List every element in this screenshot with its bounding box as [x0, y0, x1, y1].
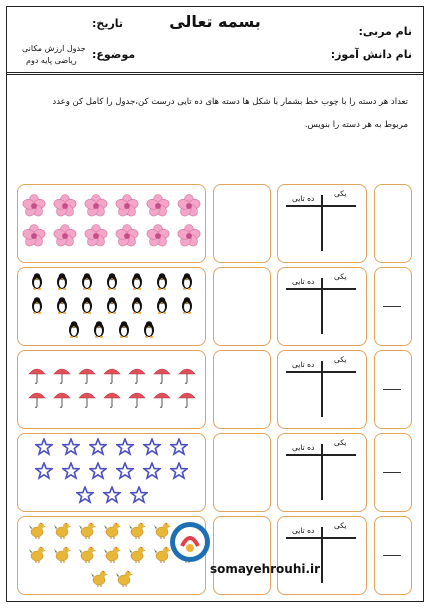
umbrella-icon: [178, 366, 196, 384]
tens-column-label: ده تایی: [292, 443, 315, 452]
rooster-icon: [103, 545, 121, 563]
umbrella-icon: [153, 390, 171, 408]
site-url: somayehrouhi.ir: [210, 562, 321, 576]
rooster-icon: [28, 545, 46, 563]
table-vertical-line: [321, 278, 323, 334]
star-icon: [143, 462, 161, 480]
rooster-icon: [128, 521, 146, 539]
place-value-box[interactable]: [277, 267, 367, 346]
penguin-icon: [115, 320, 133, 338]
flower-icon: [115, 194, 139, 218]
umbrella-icon: [103, 390, 121, 408]
ones-column-label: یکی: [334, 521, 347, 530]
star-icon: [170, 438, 188, 456]
number-box[interactable]: [374, 516, 412, 595]
date-label: تاریخ:: [92, 17, 124, 30]
penguin-icon: [103, 296, 121, 314]
rooster-icon: [78, 545, 96, 563]
star-icon: [130, 486, 148, 504]
penguin-icon: [128, 296, 146, 314]
table-vertical-line: [321, 195, 323, 251]
table-vertical-line: [321, 444, 323, 500]
place-value-box[interactable]: [277, 350, 367, 429]
umbrella-icon: [103, 366, 121, 384]
penguin-icon: [28, 296, 46, 314]
penguin-icon: [78, 296, 96, 314]
tally-box[interactable]: [213, 184, 271, 263]
penguin-icon: [128, 272, 146, 290]
rooster-icon: [128, 545, 146, 563]
flower-icon: [177, 194, 201, 218]
answer-line: [383, 389, 401, 390]
penguin-icon: [140, 320, 158, 338]
number-box[interactable]: [374, 350, 412, 429]
penguin-icon: [90, 320, 108, 338]
penguin-icon: [28, 272, 46, 290]
penguin-icon: [103, 272, 121, 290]
penguin-icon: [53, 296, 71, 314]
student-name-label: نام دانش آموز:: [330, 48, 412, 61]
tally-box[interactable]: [213, 516, 271, 595]
flower-icon: [84, 224, 108, 248]
picture-box-flower: [17, 184, 206, 263]
number-box[interactable]: [374, 184, 412, 263]
star-icon: [89, 462, 107, 480]
picture-box-penguin: [17, 267, 206, 346]
penguin-icon: [178, 272, 196, 290]
rooster-icon: [53, 521, 71, 539]
answer-line: [383, 306, 401, 307]
umbrella-icon: [53, 390, 71, 408]
rooster-icon: [90, 569, 108, 587]
penguin-icon: [78, 272, 96, 290]
star-icon: [116, 462, 134, 480]
flower-icon: [22, 224, 46, 248]
table-vertical-line: [321, 361, 323, 417]
penguin-icon: [65, 320, 83, 338]
star-icon: [103, 486, 121, 504]
umbrella-icon: [128, 366, 146, 384]
flower-icon: [84, 194, 108, 218]
place-value-box[interactable]: [277, 433, 367, 512]
star-icon: [62, 462, 80, 480]
table-vertical-line: [321, 527, 323, 583]
page-title: بسمه تعالی: [169, 12, 261, 31]
tally-box[interactable]: [213, 267, 271, 346]
flower-icon: [22, 194, 46, 218]
tens-column-label: ده تایی: [292, 194, 315, 203]
ones-column-label: یکی: [334, 189, 347, 198]
instruction-line-2: مربوط به هر دسته را بنویس.: [304, 120, 408, 130]
umbrella-icon: [78, 390, 96, 408]
umbrella-icon: [28, 390, 46, 408]
tally-box[interactable]: [213, 433, 271, 512]
star-icon: [116, 438, 134, 456]
ones-column-label: یکی: [334, 438, 347, 447]
picture-box-umbrella: [17, 350, 206, 429]
penguin-icon: [153, 296, 171, 314]
subject-note-2: ریاضی پایه دوم: [26, 56, 77, 65]
picture-box-star: [17, 433, 206, 512]
ones-column-label: یکی: [334, 272, 347, 281]
umbrella-icon: [78, 366, 96, 384]
subject-label: موضوع:: [92, 48, 136, 61]
tens-column-label: ده تایی: [292, 360, 315, 369]
teacher-name-label: نام مربی:: [358, 25, 412, 38]
tens-column-label: ده تایی: [292, 277, 315, 286]
place-value-box[interactable]: [277, 184, 367, 263]
instruction-line-1: تعداد هر دسته را با چوب خط بشمار با شکل ها دسته های ده تایی درست کن،جدول را کامل کن وعدد: [52, 97, 408, 107]
star-icon: [89, 438, 107, 456]
subject-note-1: جدول ارزش مکانی: [22, 44, 86, 53]
penguin-icon: [178, 296, 196, 314]
place-value-box[interactable]: [277, 516, 367, 595]
flower-icon: [53, 194, 77, 218]
star-icon: [143, 438, 161, 456]
rooster-icon: [53, 545, 71, 563]
umbrella-icon: [153, 366, 171, 384]
number-box[interactable]: [374, 267, 412, 346]
answer-line: [383, 472, 401, 473]
star-icon: [170, 462, 188, 480]
flower-icon: [177, 224, 201, 248]
site-logo: [168, 520, 212, 564]
rooster-icon: [103, 521, 121, 539]
umbrella-icon: [128, 390, 146, 408]
umbrella-icon: [178, 390, 196, 408]
penguin-icon: [53, 272, 71, 290]
flower-icon: [146, 194, 170, 218]
number-box[interactable]: [374, 433, 412, 512]
flower-icon: [53, 224, 77, 248]
star-icon: [35, 462, 53, 480]
ones-column-label: یکی: [334, 355, 347, 364]
star-icon: [62, 438, 80, 456]
tens-column-label: ده تایی: [292, 526, 315, 535]
header-divider-2: [6, 74, 424, 75]
star-icon: [35, 438, 53, 456]
umbrella-icon: [28, 366, 46, 384]
penguin-icon: [153, 272, 171, 290]
rooster-icon: [115, 569, 133, 587]
star-icon: [76, 486, 94, 504]
tally-box[interactable]: [213, 350, 271, 429]
answer-line: [383, 555, 401, 556]
rooster-icon: [78, 521, 96, 539]
flower-icon: [115, 224, 139, 248]
flower-icon: [146, 224, 170, 248]
umbrella-icon: [53, 366, 71, 384]
header-divider: [6, 72, 424, 73]
rooster-icon: [28, 521, 46, 539]
